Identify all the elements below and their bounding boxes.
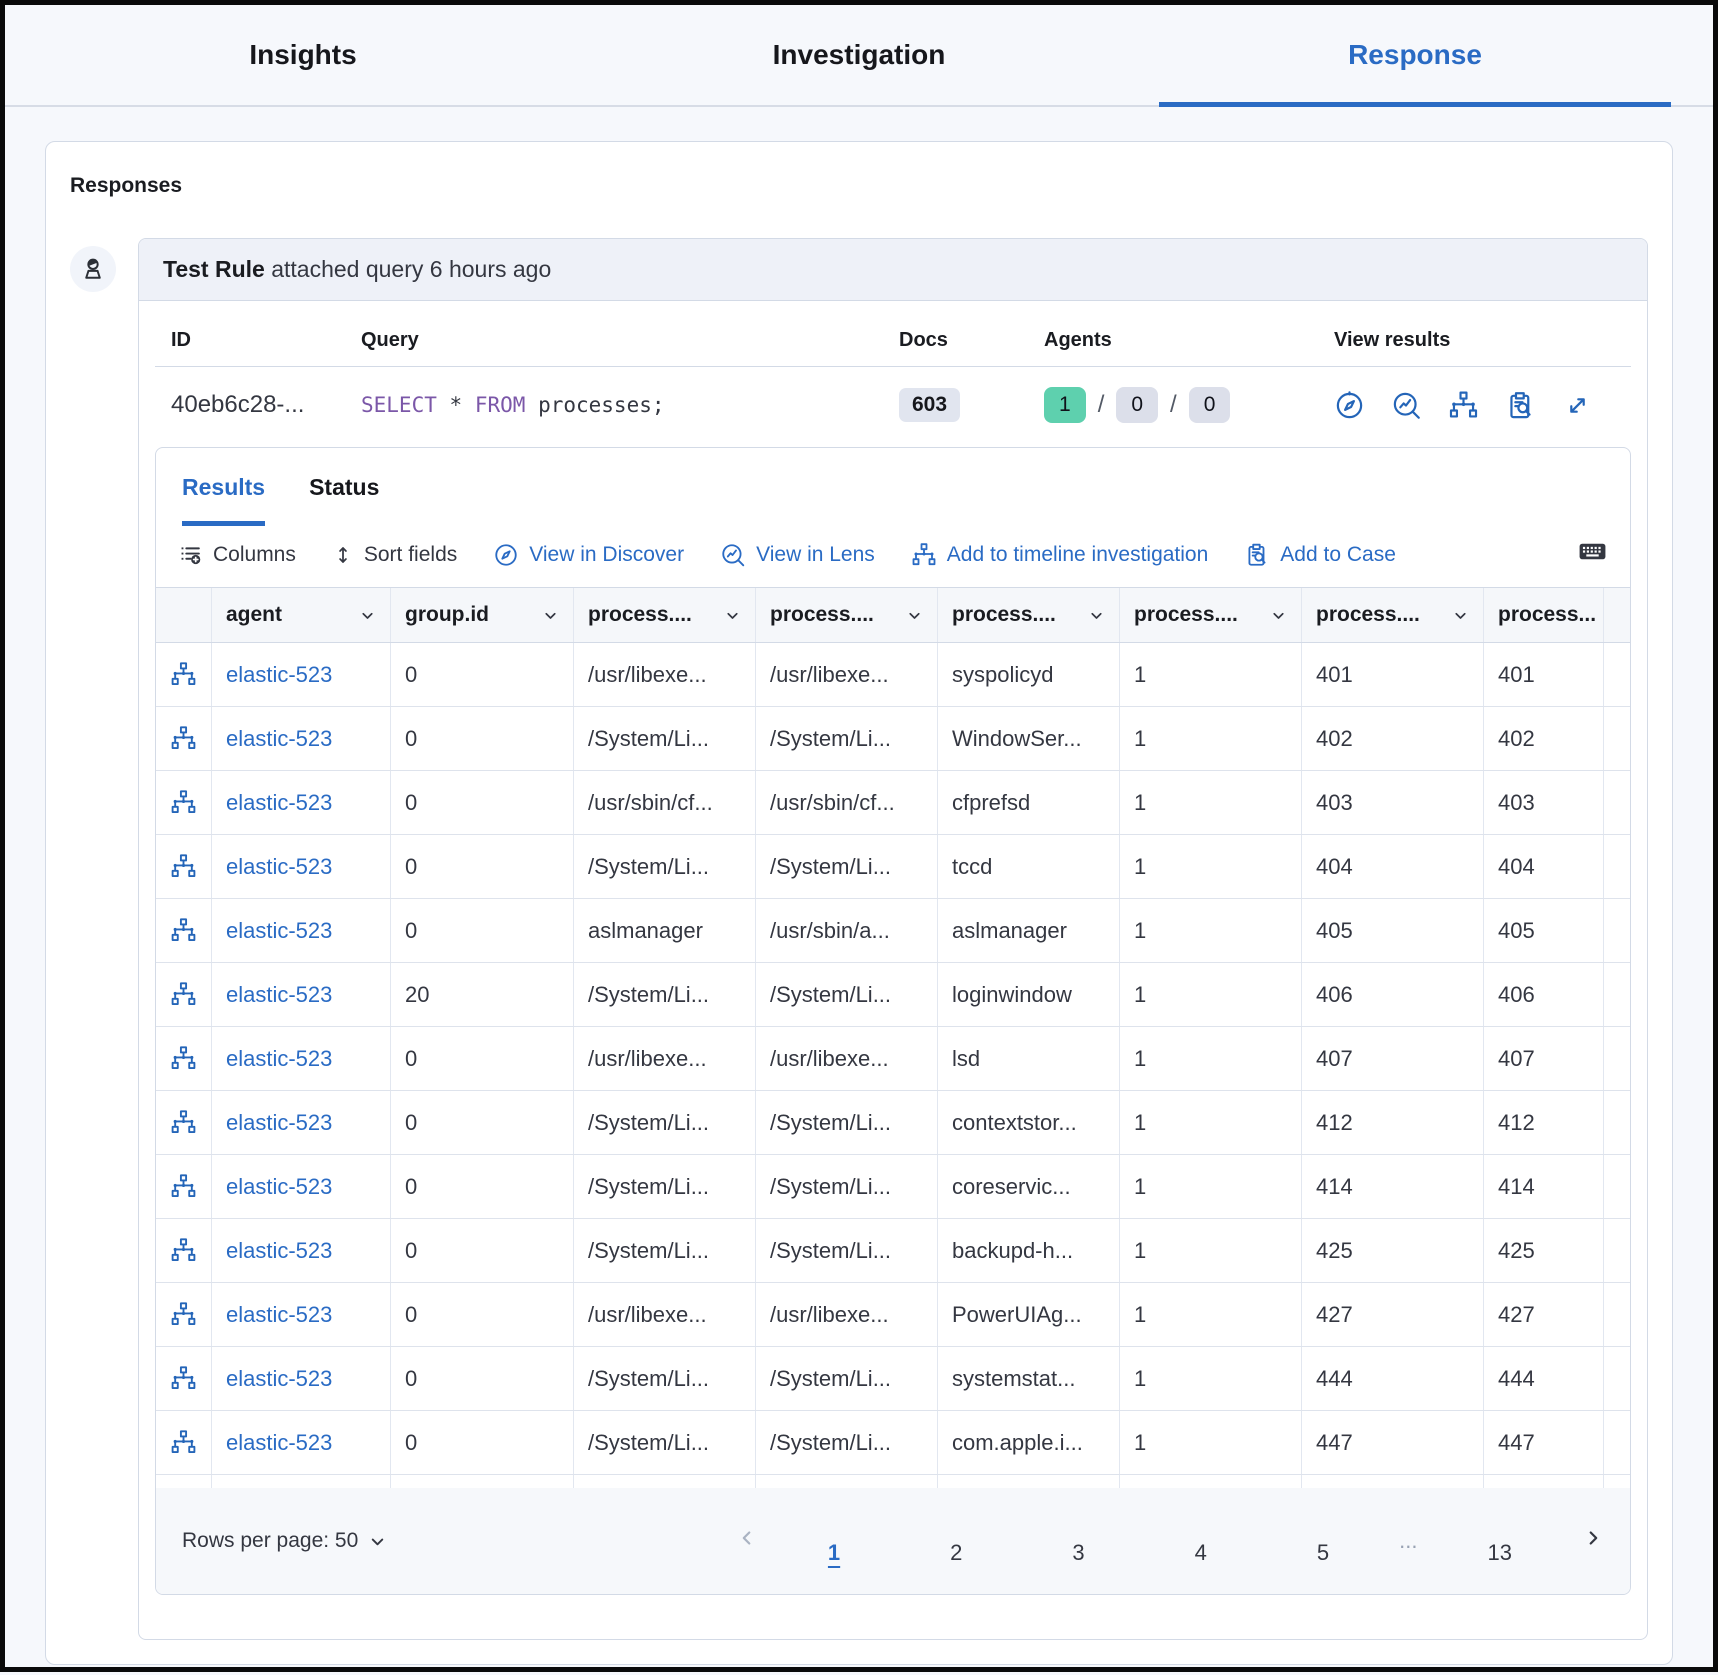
meta-header-view-results: View results (1334, 329, 1451, 351)
discover-icon[interactable] (1334, 390, 1365, 421)
cell-group-id[interactable]: 0 (391, 643, 574, 706)
cell-process-5[interactable]: 407 (1302, 1027, 1484, 1090)
table-row (156, 1027, 1630, 1091)
cell-process-5[interactable]: 404 (1302, 835, 1484, 898)
column-label: process.... (770, 603, 874, 626)
column-label: process.... (1134, 603, 1238, 626)
table-row-clipped (156, 1475, 1630, 1488)
cell-process-4[interactable]: 1 (1120, 1283, 1302, 1346)
column-header-group-id[interactable] (391, 588, 574, 642)
meta-header-row (155, 317, 1631, 366)
column-header-agent[interactable] (212, 588, 391, 642)
columns-button[interactable] (178, 542, 296, 567)
cell-process-3[interactable]: cfprefsd (938, 771, 1120, 834)
table-row (156, 899, 1630, 963)
cell-process-1[interactable]: /System/Li... (574, 1155, 756, 1218)
cell-process-5[interactable]: 414 (1302, 1155, 1484, 1218)
cell-group-id[interactable]: 0 (391, 1091, 574, 1154)
cell-process-4[interactable]: 1 (1120, 1091, 1302, 1154)
grid-header-row (156, 588, 1630, 643)
cell-process-6[interactable]: 425 (1484, 1219, 1604, 1282)
chevron-down-icon (1452, 607, 1469, 624)
response-thread (70, 238, 1648, 1640)
cell-process-4[interactable]: 1 (1120, 835, 1302, 898)
cell-process-6[interactable]: 404 (1484, 835, 1604, 898)
analyze-event-icon[interactable] (170, 789, 197, 816)
agent-link[interactable]: elastic-523 (226, 1109, 333, 1135)
sql-table: processes; (538, 393, 665, 417)
table-row (156, 1411, 1630, 1475)
analyze-event-icon[interactable] (170, 1109, 197, 1136)
grid-body (156, 643, 1630, 1475)
analyze-event-cell[interactable] (156, 1027, 212, 1090)
page-button-13[interactable]: 13 (1487, 1540, 1512, 1565)
page-button-3[interactable]: 3 (1072, 1540, 1085, 1565)
cell-group-id[interactable]: 0 (391, 1155, 574, 1218)
page-button-4[interactable]: 4 (1194, 1540, 1207, 1565)
cell-process-1[interactable]: /usr/libexe... (574, 643, 756, 706)
column-label: agent (226, 603, 283, 626)
column-header-control (156, 588, 212, 642)
cell-process-1[interactable]: /usr/libexe... (574, 1027, 756, 1090)
add-to-timeline-button[interactable] (911, 542, 1209, 568)
cell-process-2[interactable]: /System/Li... (756, 1347, 938, 1410)
cell-group-id[interactable]: 0 (391, 771, 574, 834)
grid-toolbar (156, 526, 1630, 587)
agent-link[interactable]: elastic-523 (226, 1301, 333, 1327)
meta-header-query: Query (361, 329, 419, 351)
chevron-previous-icon (736, 1527, 758, 1549)
add-to-case-label: Add to Case (1280, 542, 1396, 566)
cell-process-2[interactable]: /System/Li... (756, 835, 938, 898)
cell-group-id[interactable]: 0 (391, 1283, 574, 1346)
cell-process-6[interactable]: 406 (1484, 963, 1604, 1026)
event-header-text: attached query 6 hours ago (264, 256, 552, 282)
analyze-event-icon[interactable] (170, 661, 197, 688)
page-button-5[interactable]: 5 (1316, 1540, 1330, 1565)
agent-link[interactable]: elastic-523 (226, 1237, 333, 1263)
next-page-button[interactable] (1582, 1527, 1604, 1555)
lens-icon (720, 542, 746, 568)
sql-keyword: SELECT (361, 393, 437, 417)
cell-process-2[interactable]: /usr/sbin/a... (756, 899, 938, 962)
agent-link[interactable]: elastic-523 (226, 853, 333, 879)
cell-process-5[interactable]: 425 (1302, 1219, 1484, 1282)
cell-process-4[interactable]: 1 (1120, 771, 1302, 834)
cell-process-6[interactable]: 403 (1484, 771, 1604, 834)
analyze-event-icon[interactable] (170, 1173, 197, 1200)
analyze-event-cell[interactable] (156, 835, 212, 898)
cell-process-3[interactable]: backupd-h... (938, 1219, 1120, 1282)
timeline-icon[interactable] (1448, 390, 1479, 421)
cell-process-1[interactable]: /System/Li... (574, 835, 756, 898)
table-row (156, 1283, 1630, 1347)
keyboard-shortcuts-button[interactable] (1577, 536, 1608, 573)
cell-process-2[interactable]: /usr/libexe... (756, 643, 938, 706)
separator: / (1097, 391, 1105, 418)
cell-process-1[interactable]: /usr/sbin/cf... (574, 771, 756, 834)
cell-process-4[interactable]: 1 (1120, 643, 1302, 706)
table-row (156, 643, 1630, 707)
page-content (5, 107, 1713, 1675)
cell-process-6[interactable]: 427 (1484, 1283, 1604, 1346)
column-label: process.... (588, 603, 692, 626)
page-button-1[interactable]: 1 (827, 1540, 841, 1565)
responses-panel (45, 141, 1673, 1665)
column-label: process.... (952, 603, 1056, 626)
analyze-event-cell[interactable] (156, 771, 212, 834)
cell-process-1[interactable]: /System/Li... (574, 707, 756, 770)
analyze-event-icon[interactable] (170, 981, 197, 1008)
sql-keyword: FROM (474, 393, 526, 417)
column-label: process... (1498, 603, 1597, 626)
analyze-event-cell[interactable] (156, 1283, 212, 1346)
chevron-next-icon (1582, 1527, 1604, 1549)
agents-cell (1044, 387, 1334, 423)
cell-agent[interactable] (212, 771, 391, 834)
cell-process-4[interactable]: 1 (1120, 1027, 1302, 1090)
event-body (139, 301, 1647, 1639)
cell-process-6[interactable]: 414 (1484, 1155, 1604, 1218)
analyze-event-icon[interactable] (170, 1301, 197, 1328)
agent-link[interactable]: elastic-523 (226, 917, 333, 943)
tab-response[interactable]: Response (1137, 5, 1693, 105)
meta-header-docs: Docs (899, 329, 948, 351)
tab-investigation[interactable]: Investigation (772, 39, 946, 70)
agent-link[interactable]: elastic-523 (226, 661, 333, 687)
cell-process-5[interactable]: 444 (1302, 1347, 1484, 1410)
cell-agent[interactable] (212, 1091, 391, 1154)
analyze-event-icon[interactable] (170, 853, 197, 880)
chevron-down-icon (724, 607, 741, 624)
timeline-icon (911, 542, 937, 568)
cell-process-2[interactable]: /usr/libexe... (756, 1283, 938, 1346)
cell-process-3[interactable]: lsd (938, 1027, 1120, 1090)
analyze-event-cell[interactable] (156, 643, 212, 706)
tab-results[interactable]: Results (182, 474, 265, 526)
cell-process-1[interactable]: /System/Li... (574, 1347, 756, 1410)
analyze-event-icon[interactable] (170, 1237, 197, 1264)
cell-process-5[interactable]: 427 (1302, 1283, 1484, 1346)
pagination-bar (156, 1488, 1630, 1594)
chevron-down-icon (1270, 607, 1287, 624)
analyze-event-icon[interactable] (170, 1045, 197, 1072)
cell-agent[interactable] (212, 1347, 391, 1410)
view-in-lens-button[interactable] (720, 542, 875, 568)
column-label: process.... (1316, 603, 1420, 626)
rows-per-page-button[interactable] (182, 1529, 387, 1553)
cell-group-id[interactable]: 0 (391, 1411, 574, 1474)
cell-process-6[interactable]: 447 (1484, 1411, 1604, 1474)
cell-process-5[interactable]: 402 (1302, 707, 1484, 770)
table-row (156, 707, 1630, 771)
cell-process-4[interactable]: 1 (1120, 1347, 1302, 1410)
table-row (156, 1091, 1630, 1155)
column-header-process-3[interactable] (938, 588, 1120, 642)
cell-process-1[interactable]: aslmanager (574, 899, 756, 962)
view-results-actions (1334, 390, 1615, 421)
column-header-process-1[interactable] (574, 588, 756, 642)
keyboard-shortcuts-icon (1577, 536, 1608, 567)
agents-failed-badge: 0 (1189, 387, 1231, 423)
table-row (156, 1347, 1630, 1411)
avatar (70, 246, 116, 292)
cell-process-3[interactable]: systemstat... (938, 1347, 1120, 1410)
cell-agent[interactable] (212, 1411, 391, 1474)
agents-successful-badge: 1 (1044, 387, 1086, 423)
chevron-down-icon (542, 607, 559, 624)
add-to-timeline-label: Add to timeline investigation (946, 542, 1209, 566)
cell-process-5[interactable]: 447 (1302, 1411, 1484, 1474)
column-header-process-5[interactable] (1302, 588, 1484, 642)
table-row (156, 1219, 1630, 1283)
cell-process-2[interactable]: /System/Li... (756, 1219, 938, 1282)
meta-value-row (155, 367, 1631, 447)
cell-process-4[interactable]: 1 (1120, 1155, 1302, 1218)
analyze-event-icon[interactable] (170, 1429, 197, 1456)
rows-per-page-label: Rows per page: 50 (182, 1529, 359, 1552)
analyze-event-cell[interactable] (156, 1091, 212, 1154)
cell-process-5[interactable]: 405 (1302, 899, 1484, 962)
cell-process-1[interactable]: /System/Li... (574, 1411, 756, 1474)
docs-count-badge: 603 (899, 388, 960, 422)
analyze-event-cell[interactable] (156, 963, 212, 1026)
cell-agent[interactable] (212, 1283, 391, 1346)
sort-fields-button[interactable] (332, 543, 457, 567)
analyze-event-cell[interactable] (156, 899, 212, 962)
cell-process-2[interactable]: /System/Li... (756, 963, 938, 1026)
agent-link[interactable]: elastic-523 (226, 725, 333, 751)
cell-process-4[interactable]: 1 (1120, 707, 1302, 770)
separator: / (1170, 391, 1177, 418)
cell-group-id[interactable]: 20 (391, 963, 574, 1026)
cell-agent[interactable] (212, 899, 391, 962)
docs-count-cell (899, 388, 1044, 422)
tab-status[interactable]: Status (309, 474, 380, 500)
results-data-grid (156, 587, 1630, 1488)
view-in-discover-label: View in Discover (529, 542, 685, 566)
view-in-discover-button[interactable] (493, 542, 684, 568)
cell-process-3[interactable]: syspolicyd (938, 643, 1120, 706)
analyze-event-cell[interactable] (156, 1347, 212, 1410)
cell-agent[interactable] (212, 963, 391, 1026)
cell-process-6[interactable]: 402 (1484, 707, 1604, 770)
cell-agent[interactable] (212, 1027, 391, 1090)
column-header-process-6[interactable] (1484, 588, 1604, 642)
page-title: Responses (70, 174, 183, 197)
table-row (156, 1155, 1630, 1219)
results-panel (155, 447, 1631, 1595)
page-ellipsis: ... (1399, 1528, 1418, 1553)
column-header-process-2[interactable] (756, 588, 938, 642)
cell-process-2[interactable]: /System/Li... (756, 1411, 938, 1474)
cell-process-3[interactable]: coreservic... (938, 1155, 1120, 1218)
cell-process-5[interactable]: 412 (1302, 1091, 1484, 1154)
cell-process-3[interactable]: contextstor... (938, 1091, 1120, 1154)
rule-name: Test Rule (163, 256, 265, 282)
analyze-event-icon[interactable] (170, 917, 197, 944)
cell-group-id[interactable]: 0 (391, 1219, 574, 1282)
cell-process-4[interactable]: 1 (1120, 899, 1302, 962)
analyze-event-cell[interactable] (156, 1155, 212, 1218)
cell-process-6[interactable]: 412 (1484, 1091, 1604, 1154)
meta-header-agents: Agents (1044, 329, 1112, 351)
cell-agent[interactable] (212, 643, 391, 706)
cell-process-6[interactable]: 407 (1484, 1027, 1604, 1090)
cell-process-4[interactable]: 1 (1120, 1411, 1302, 1474)
analyze-event-cell[interactable] (156, 707, 212, 770)
cell-process-1[interactable]: /System/Li... (574, 963, 756, 1026)
table-row (156, 771, 1630, 835)
cell-process-3[interactable]: loginwindow (938, 963, 1120, 1026)
discover-icon (493, 542, 519, 568)
agent-link[interactable]: elastic-523 (226, 1173, 333, 1199)
cell-process-2[interactable]: /usr/libexe... (756, 1027, 938, 1090)
cell-process-1[interactable]: /System/Li... (574, 1219, 756, 1282)
cell-process-5[interactable]: 406 (1302, 963, 1484, 1026)
cell-process-3[interactable]: com.apple.i... (938, 1411, 1120, 1474)
page-number-list (736, 1506, 1604, 1576)
cell-group-id[interactable]: 0 (391, 835, 574, 898)
cell-process-2[interactable]: /System/Li... (756, 1155, 938, 1218)
agent-link[interactable]: elastic-523 (226, 1045, 333, 1071)
agent-link[interactable]: elastic-523 (226, 1365, 333, 1391)
response-event-card (138, 238, 1648, 1640)
user-icon (79, 255, 107, 283)
meta-header-id: ID (171, 329, 191, 351)
sort-icon (332, 544, 354, 566)
analyze-event-icon[interactable] (170, 725, 197, 752)
cell-process-3[interactable]: tccd (938, 835, 1120, 898)
sort-fields-label: Sort fields (363, 542, 458, 566)
cell-process-6[interactable]: 444 (1484, 1347, 1604, 1410)
cell-group-id[interactable]: 0 (391, 707, 574, 770)
agent-link[interactable]: elastic-523 (226, 1429, 333, 1455)
cell-process-2[interactable]: /usr/sbin/cf... (756, 771, 938, 834)
cell-process-6[interactable]: 405 (1484, 899, 1604, 962)
page-button-2[interactable]: 2 (950, 1540, 963, 1565)
lens-icon[interactable] (1391, 390, 1422, 421)
cell-agent[interactable] (212, 1219, 391, 1282)
cell-process-2[interactable]: /System/Li... (756, 707, 938, 770)
analyze-event-cell[interactable] (156, 1219, 212, 1282)
query-sql (361, 393, 899, 417)
agents-pending-badge: 0 (1116, 387, 1158, 423)
event-header (139, 239, 1647, 301)
cell-agent[interactable] (212, 835, 391, 898)
chevron-down-icon (359, 607, 376, 624)
column-header-process-4[interactable] (1120, 588, 1302, 642)
tab-insights[interactable]: Insights (249, 39, 357, 70)
table-row (156, 963, 1630, 1027)
cell-process-3[interactable]: aslmanager (938, 899, 1120, 962)
cell-process-3[interactable]: PowerUIAg... (938, 1283, 1120, 1346)
cell-process-5[interactable]: 403 (1302, 771, 1484, 834)
chevron-down-icon (906, 607, 923, 624)
cell-process-2[interactable]: /System/Li... (756, 1091, 938, 1154)
cell-process-4[interactable]: 1 (1120, 1219, 1302, 1282)
cell-group-id[interactable]: 0 (391, 899, 574, 962)
query-id: 40eb6c28-... (171, 391, 305, 418)
column-label: group.id (405, 603, 489, 626)
cell-process-6[interactable]: 401 (1484, 643, 1604, 706)
cell-process-1[interactable]: /System/Li... (574, 1091, 756, 1154)
chevron-down-icon (368, 1532, 387, 1551)
top-tab-bar (5, 5, 1713, 107)
sql-star: * (449, 393, 463, 417)
columns-label: Columns (213, 542, 296, 566)
previous-page-button (736, 1527, 758, 1555)
cell-agent[interactable] (212, 1155, 391, 1218)
cell-agent[interactable] (212, 707, 391, 770)
view-in-lens-label: View in Lens (756, 542, 875, 566)
agent-link[interactable]: elastic-523 (226, 981, 333, 1007)
agent-link[interactable]: elastic-523 (226, 789, 333, 815)
table-row (156, 835, 1630, 899)
columns-list-icon (178, 542, 203, 567)
chevron-down-icon (1088, 607, 1105, 624)
cell-process-5[interactable]: 401 (1302, 643, 1484, 706)
cell-group-id[interactable]: 0 (391, 1027, 574, 1090)
case-icon[interactable] (1505, 390, 1536, 421)
analyze-event-cell[interactable] (156, 1411, 212, 1474)
case-icon (1244, 542, 1270, 568)
analyze-event-icon[interactable] (170, 1365, 197, 1392)
cell-process-3[interactable]: WindowSer... (938, 707, 1120, 770)
results-tab-bar (156, 448, 1630, 526)
cell-process-1[interactable]: /usr/libexe... (574, 1283, 756, 1346)
add-to-case-button[interactable] (1244, 542, 1396, 568)
expand-icon[interactable] (1562, 390, 1593, 421)
cell-group-id[interactable]: 0 (391, 1347, 574, 1410)
cell-process-4[interactable]: 1 (1120, 963, 1302, 1026)
